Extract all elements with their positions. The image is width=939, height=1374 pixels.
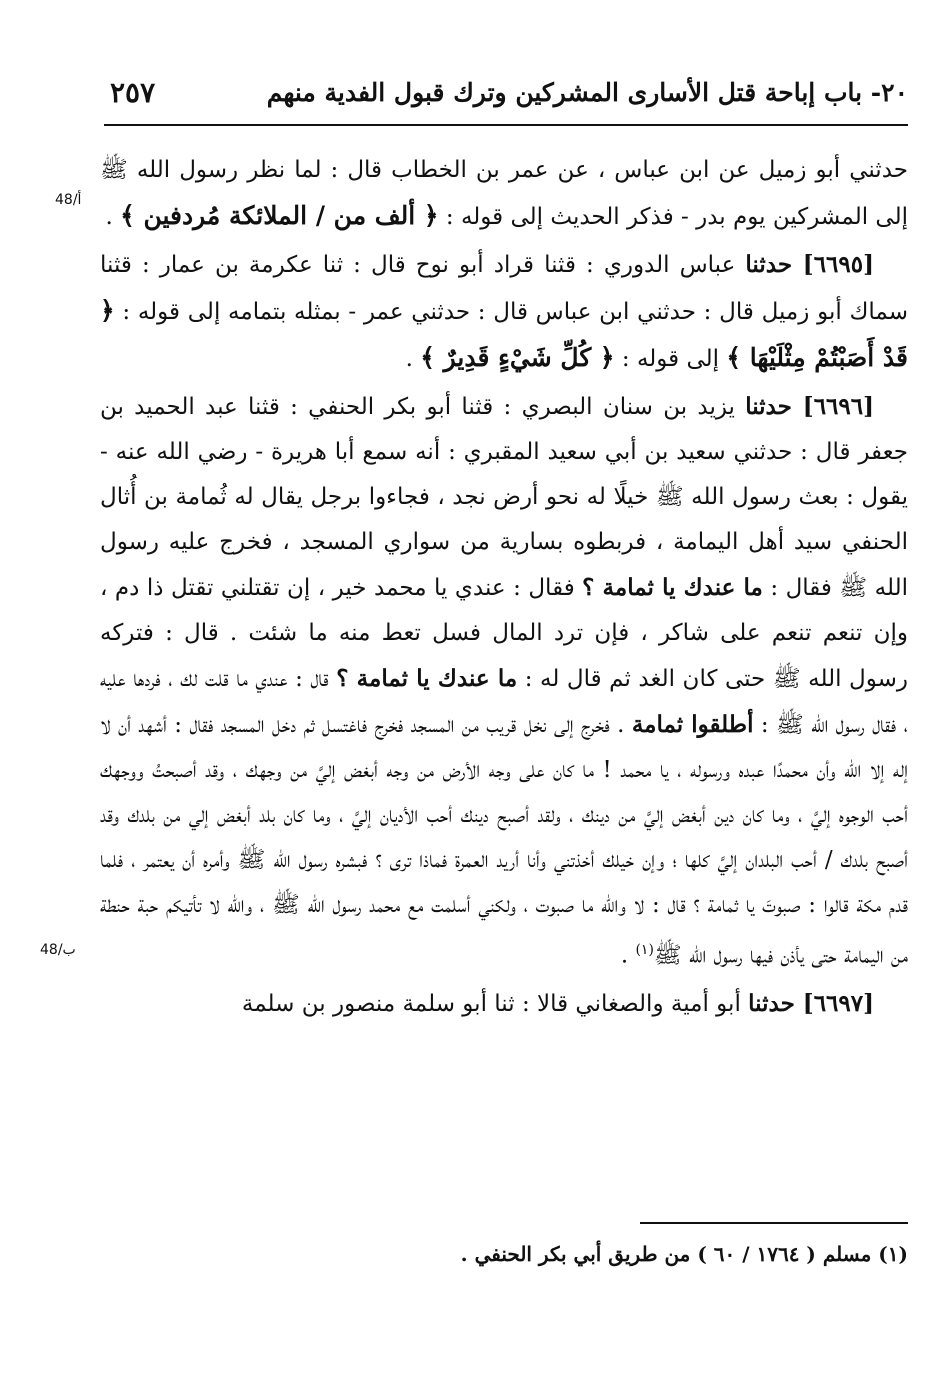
margin-note-top: 48/أ [55,192,82,208]
footnote-ref: (١) [635,942,654,958]
hadith-6697 [100,981,908,1027]
emphasis-text: أطلقوا ثمامة [631,711,754,738]
margin-note-bottom: 48/ب [40,942,76,958]
page-header [108,70,908,120]
footnote-divider [640,1222,908,1224]
text-body [100,148,908,1027]
footnote: (١) مسلم ( ١٧٦٤ / ٦٠ ) من طريق أبي بكر الحنفي . [460,1242,908,1266]
hadith-number: [٦٦٩٧] حدثنا [748,989,874,1017]
hadith-number: [٦٦٩٦] حدثنا [745,393,874,420]
hadith-6695 [100,242,908,382]
hadith-text: يزيد بن سنان البصري : قثنا أبو بكر الحنفي : قثنا عبد الحميد بن جعفر قال : حدثني سعيد بن أبي سعيد المقبري : أنه سمع أبا هريرة - رضي الله عنه - يقول : بعث رسول الله ﷺ خيلًا له نحو أرض نجد ، فجاءوا برجل يقال له ثُمامة بن أُثال الحنفي سيد أهل اليمامة ، فربطوه بسارية من سواري المسجد ، فخرج عليه رسول الله ﷺ فقال : [100,394,909,601]
quran-quote: ﴿ ألف من / الملائكة مُردفين ﴾ [120,201,439,230]
emphasis-text: ما عندك يا ثمامة ؟ [582,574,763,601]
quran-quote: ﴿ قَدْ أَصَبْتُمْ مِثْلَيْهَا ﴾ [100,296,908,372]
intro-end: . [105,204,121,230]
hadith-text: إلى قوله : [614,346,727,372]
intro-paragraph [100,148,908,240]
hadith-text: فقال : عندي يا محمد خير ، إن تقتلني تقتل ذا دم ، وإن تنعم تنعم على شاكر ، فإن ترد المال فسل تعط منه ما شئت . قال : فتركه رسول الله ﷺ حتى كان الغد ثم قال له : [100,575,909,692]
header-divider [104,124,908,126]
page-number: ٢٥٧ [110,76,156,109]
hadith-text: . فخرج إلى نخل قريب من المسجد فخرج فاغتسل ثم دخل المسجد فقال : أشهد أن لا إله إلا الله وأن محمدًا عبده ورسوله ، يا محمد ! ما كان على وجه الأرض من وجه أبغض إليَّ من وجهك ، وقد أصبحتُ ووجهك أحب الوجوه إليَّ ، وما كان دين أبغض إليَّ من دينك ، ولقد أصبح دينك أحب الأديان إليَّ ، وما كان بلد أبغض إلي من بلدك وقد أصبح بلدك / أحب البلدان إليَّ كلها ؛ وإن خيلك أخذتني وأنا أريد العمرة فماذا ترى ؟ فبشره رسول الله ﷺ وأمره أن يعتمر ، فلما قدم مكة قالوا : صبوتَ يا ثمامة ؟ قال : لا والله ما صبوت ، ولكني أسلمت مع محمد رسول الله ﷺ ، والله لا تأتيكم حبة حنطة من اليمامة حتى يأذن فيها رسول الله ﷺ [100,712,908,969]
hadith-6696 [100,384,908,979]
hadith-text: عباس الدوري : قثنا قراد أبو نوح قال : ثنا عكرمة بن عمار : قثنا سماك أبو زميل قال : حدثني ابن عباس قال : حدثني عمر - بمثله بتمامه إلى قوله : [100,252,908,325]
quran-quote: ﴿ كُلِّ شَيْءٍ قَدِيرٌ ﴾ [420,343,615,372]
hadith-text: . [405,346,421,372]
chapter-title: ٢٠- باب إباحة قتل الأسارى المشركين وترك قبول الفدية منهم [266,78,908,107]
emphasis-text: ما عندك يا ثمامة ؟ [336,665,518,692]
hadith-text: قال : عندي ما قلت لك ، فردها عليه ، فقال رسول الله ﷺ : [100,666,908,738]
intro-text: حدثني أبو زميل عن ابن عباس ، عن عمر بن الخطاب قال : لما نظر رسول الله ﷺ إلى المشركين يوم بدر - فذكر الحديث إلى قوله : [100,157,908,230]
hadith-text: أبو أمية والصغاني قالا : ثنا أبو سلمة منصور بن سلمة [241,990,749,1017]
hadith-number: [٦٦٩٥] حدثنا [745,251,875,278]
hadith-text: . [620,942,636,969]
